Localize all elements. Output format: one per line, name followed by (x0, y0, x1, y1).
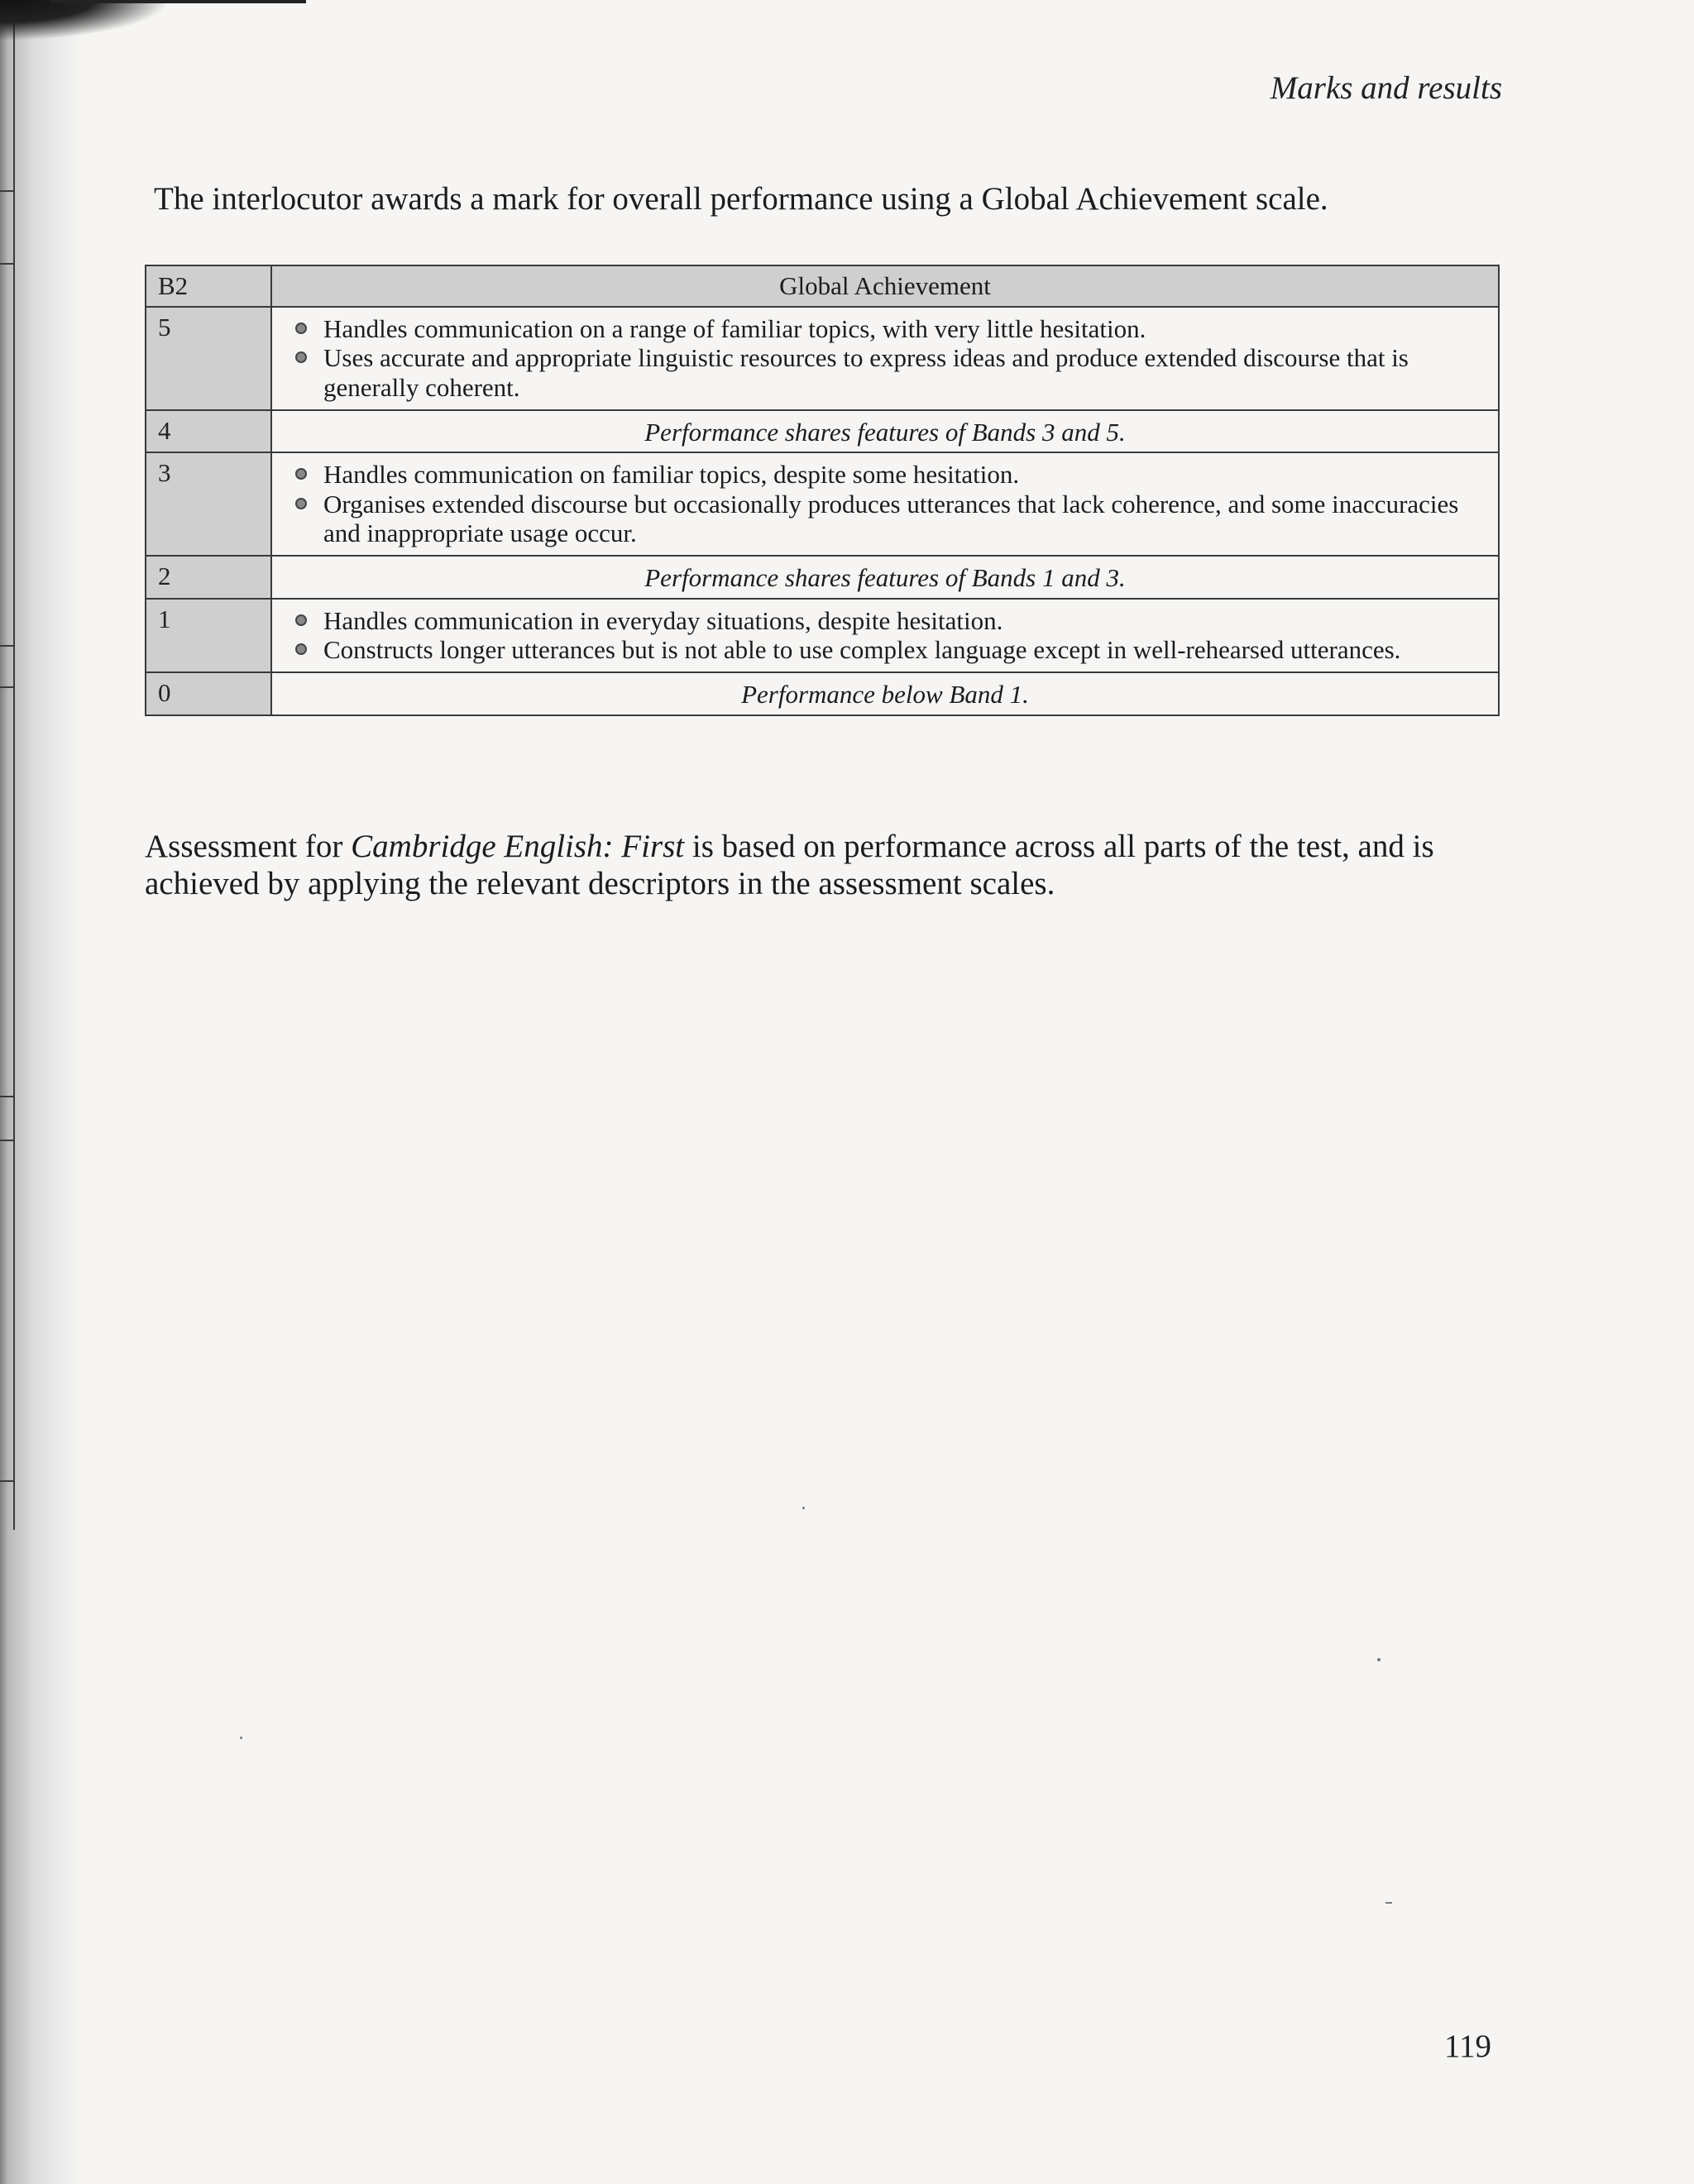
scan-speck (1377, 1658, 1381, 1661)
descriptor-item (292, 635, 1478, 665)
page-corner-shadow (0, 0, 165, 40)
descriptor-cell (271, 452, 1499, 556)
assessment-paragraph (145, 829, 1510, 903)
descriptor-text: Handles communication on familiar topics, despite some hesitation. (323, 460, 1020, 490)
descriptor-item (292, 606, 1478, 636)
table-row (146, 452, 1499, 556)
gutter-rule (0, 645, 15, 647)
scan-speck (802, 1507, 805, 1509)
shared-features-cell: Performance shares features of Bands 3 and 5. (271, 410, 1499, 453)
exam-title: Cambridge English: First (351, 829, 685, 864)
descriptor-list (292, 460, 1478, 548)
band-cell: 3 (146, 452, 271, 556)
table-row (146, 410, 1499, 453)
descriptor-cell (271, 307, 1499, 410)
table-row (146, 307, 1499, 410)
descriptor-item (292, 460, 1478, 490)
descriptor-text: Handles communication on a range of familiar topics, with very little hesitation. (323, 313, 1146, 343)
band-cell: 2 (146, 556, 271, 599)
band-cell: 1 (146, 599, 271, 672)
bullet-icon (295, 323, 307, 334)
band-header-cell: B2 (146, 265, 271, 307)
shared-features-cell: Performance shares features of Bands 1 and 3. (271, 556, 1499, 599)
descriptor-item (292, 314, 1478, 344)
descriptor-text: Organises extended discourse but occasionally produces utterances that lack coherence, and some inaccuracies and inappropriate usage occur. (323, 489, 1459, 548)
band-cell: 4 (146, 410, 271, 453)
descriptor-item (292, 490, 1478, 548)
gutter-rule (0, 686, 15, 688)
gutter-rule (0, 190, 15, 192)
bullet-icon (295, 498, 307, 509)
global-achievement-table (145, 265, 1500, 716)
table-row (146, 672, 1499, 715)
bullet-icon (295, 643, 307, 655)
gutter-rule (0, 1096, 15, 1097)
gutter-rule (0, 263, 15, 265)
bullet-icon (295, 351, 307, 363)
intro-paragraph: The interlocutor awards a mark for overall performance using a Global Achievement scale. (154, 181, 1328, 217)
page-number: 119 (1443, 2029, 1491, 2064)
gutter-rule (0, 1140, 15, 1141)
descriptor-text: Handles communication in everyday situations, despite hesitation. (323, 605, 1003, 635)
band-cell: 0 (146, 672, 271, 715)
descriptor-cell (271, 599, 1499, 672)
page-top-edge (50, 0, 306, 3)
assessment-text-start: Assessment for (145, 829, 352, 864)
descriptor-item (292, 343, 1478, 402)
bullet-icon (295, 468, 307, 480)
previous-page-table-edge (0, 0, 15, 1530)
assessment-text-end: is based on performance across all parts of the test, and is achieved by applying the relevant descriptors in the assessment scales. (145, 829, 1434, 901)
descriptor-text: Uses accurate and appropriate linguistic resources to express ideas and produce extended discourse that is generally coherent. (323, 343, 1409, 402)
band-cell: 5 (146, 307, 271, 410)
table-header-row (146, 265, 1499, 307)
running-head: Marks and results (1270, 70, 1502, 106)
descriptor-list (292, 606, 1478, 665)
table-row (146, 599, 1499, 672)
table-row (146, 556, 1499, 599)
shared-features-cell: Performance below Band 1. (271, 672, 1499, 715)
descriptor-text: Constructs longer utterances but is not able to use complex language except in well-rehearsed utterances. (323, 635, 1401, 665)
table-title-cell: Global Achievement (271, 265, 1499, 307)
gutter-rule (0, 1480, 15, 1482)
scan-speck (1385, 1902, 1392, 1904)
scan-speck (240, 1737, 242, 1739)
bullet-icon (295, 614, 307, 626)
descriptor-list (292, 314, 1478, 403)
